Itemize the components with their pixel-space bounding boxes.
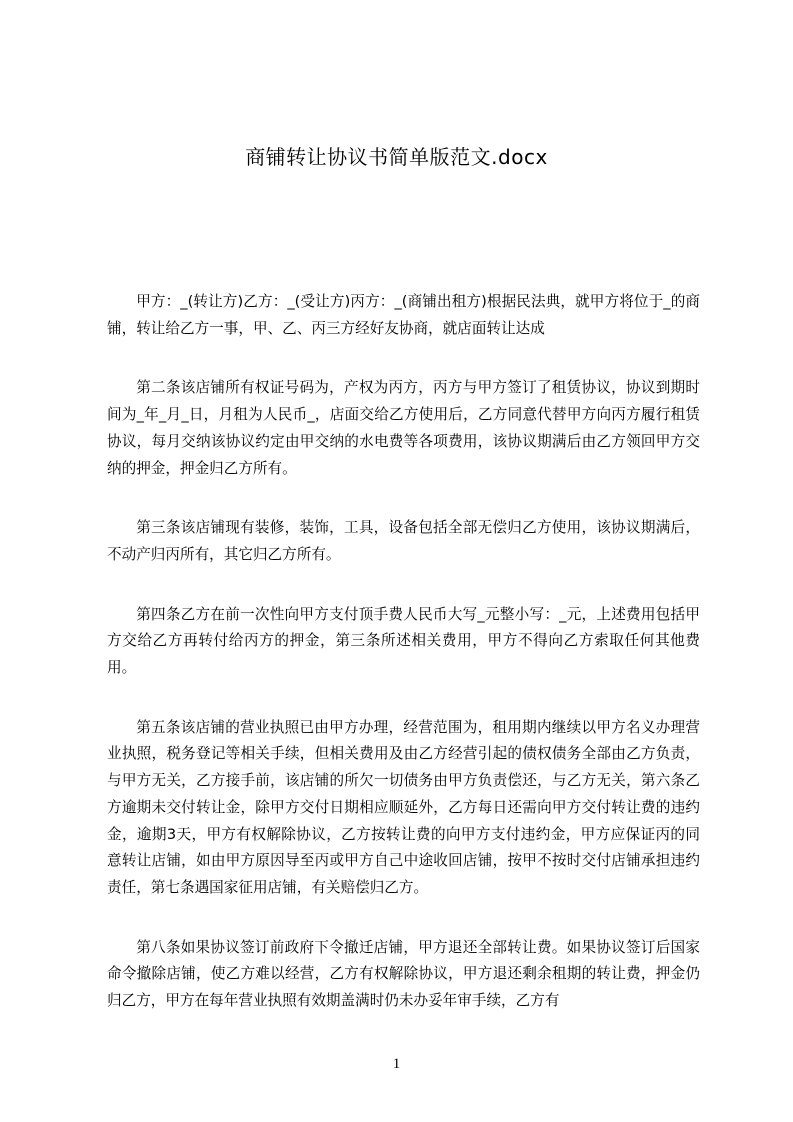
paragraph-article-4: 第四条乙方在前一次性向甲方支付顶手费人民币大写_元整小写：_元，上述费用包括甲方交给乙方再转付给丙方的押金，第三条所述相关费用，甲方不得向乙方索取任何其他费用。 (107, 605, 700, 677)
document-title: 商铺转让协议书简单版范文.docx (245, 145, 548, 169)
paragraph-article-5: 第五条该店铺的营业执照已由甲方办理，经营范围为，租用期内继续以甲方名义办理营业执照，税务登记等相关手续，但相关费用及由乙方经营引起的债权债务全部由乙方负责，与甲方无关，乙方接手前，该店铺的所欠一切债务由甲方负责偿还，与乙方无关，第六条乙方逾期未交付转让金，除甲方交付日期相应顺延外，乙方每日还需向甲方交付转让费的违约金，逾期3天，甲方有权解除协议，乙方按转让费的向甲方支付违约金，甲方应保证丙的同意转让店铺，如由甲方原因导至丙或甲方自己中途收回店铺，按甲不按时交付店铺承担违约责任，第七条遇国家征用店铺，有关赔偿归乙方。 (107, 718, 700, 896)
paragraph-article-8: 第八条如果协议签订前政府下令撤迁店铺，甲方退还全部转让费。如果协议签订后国家命令撤除店铺，使乙方难以经营，乙方有权解除协议，甲方退还剩余租期的转让费，押金仍归乙方，甲方在每年营业执照有效期盖满时仍未办妥年审手续，乙方有 (107, 938, 700, 1010)
document-body (107, 289, 700, 1048)
paragraph-article-2: 第二条该店铺所有权证号码为，产权为丙方，丙方与甲方签订了租赁协议，协议到期时间为_年_月_日，月租为人民币_，店面交给乙方使用后，乙方同意代替甲方向丙方履行租赁协议，每月交纳该协议约定由甲交纳的水电费等各项费用，该协议期满后由乙方领回甲方交纳的押金，押金归乙方所有。 (107, 379, 700, 477)
paragraph-article-3: 第三条该店铺现有装修，装饰，工具，设备包括全部无偿归乙方使用，该协议期满后，不动产归丙所有，其它归乙方所有。 (107, 519, 700, 563)
paragraph-preamble: 甲方：_(转让方)乙方：_(受让方)丙方：_(商铺出租方)根据民法典，就甲方将位于_的商铺，转让给乙方一事，甲、乙、丙三方经好友协商，就店面转让达成 (107, 293, 700, 337)
page-number: 1 (392, 1056, 401, 1072)
